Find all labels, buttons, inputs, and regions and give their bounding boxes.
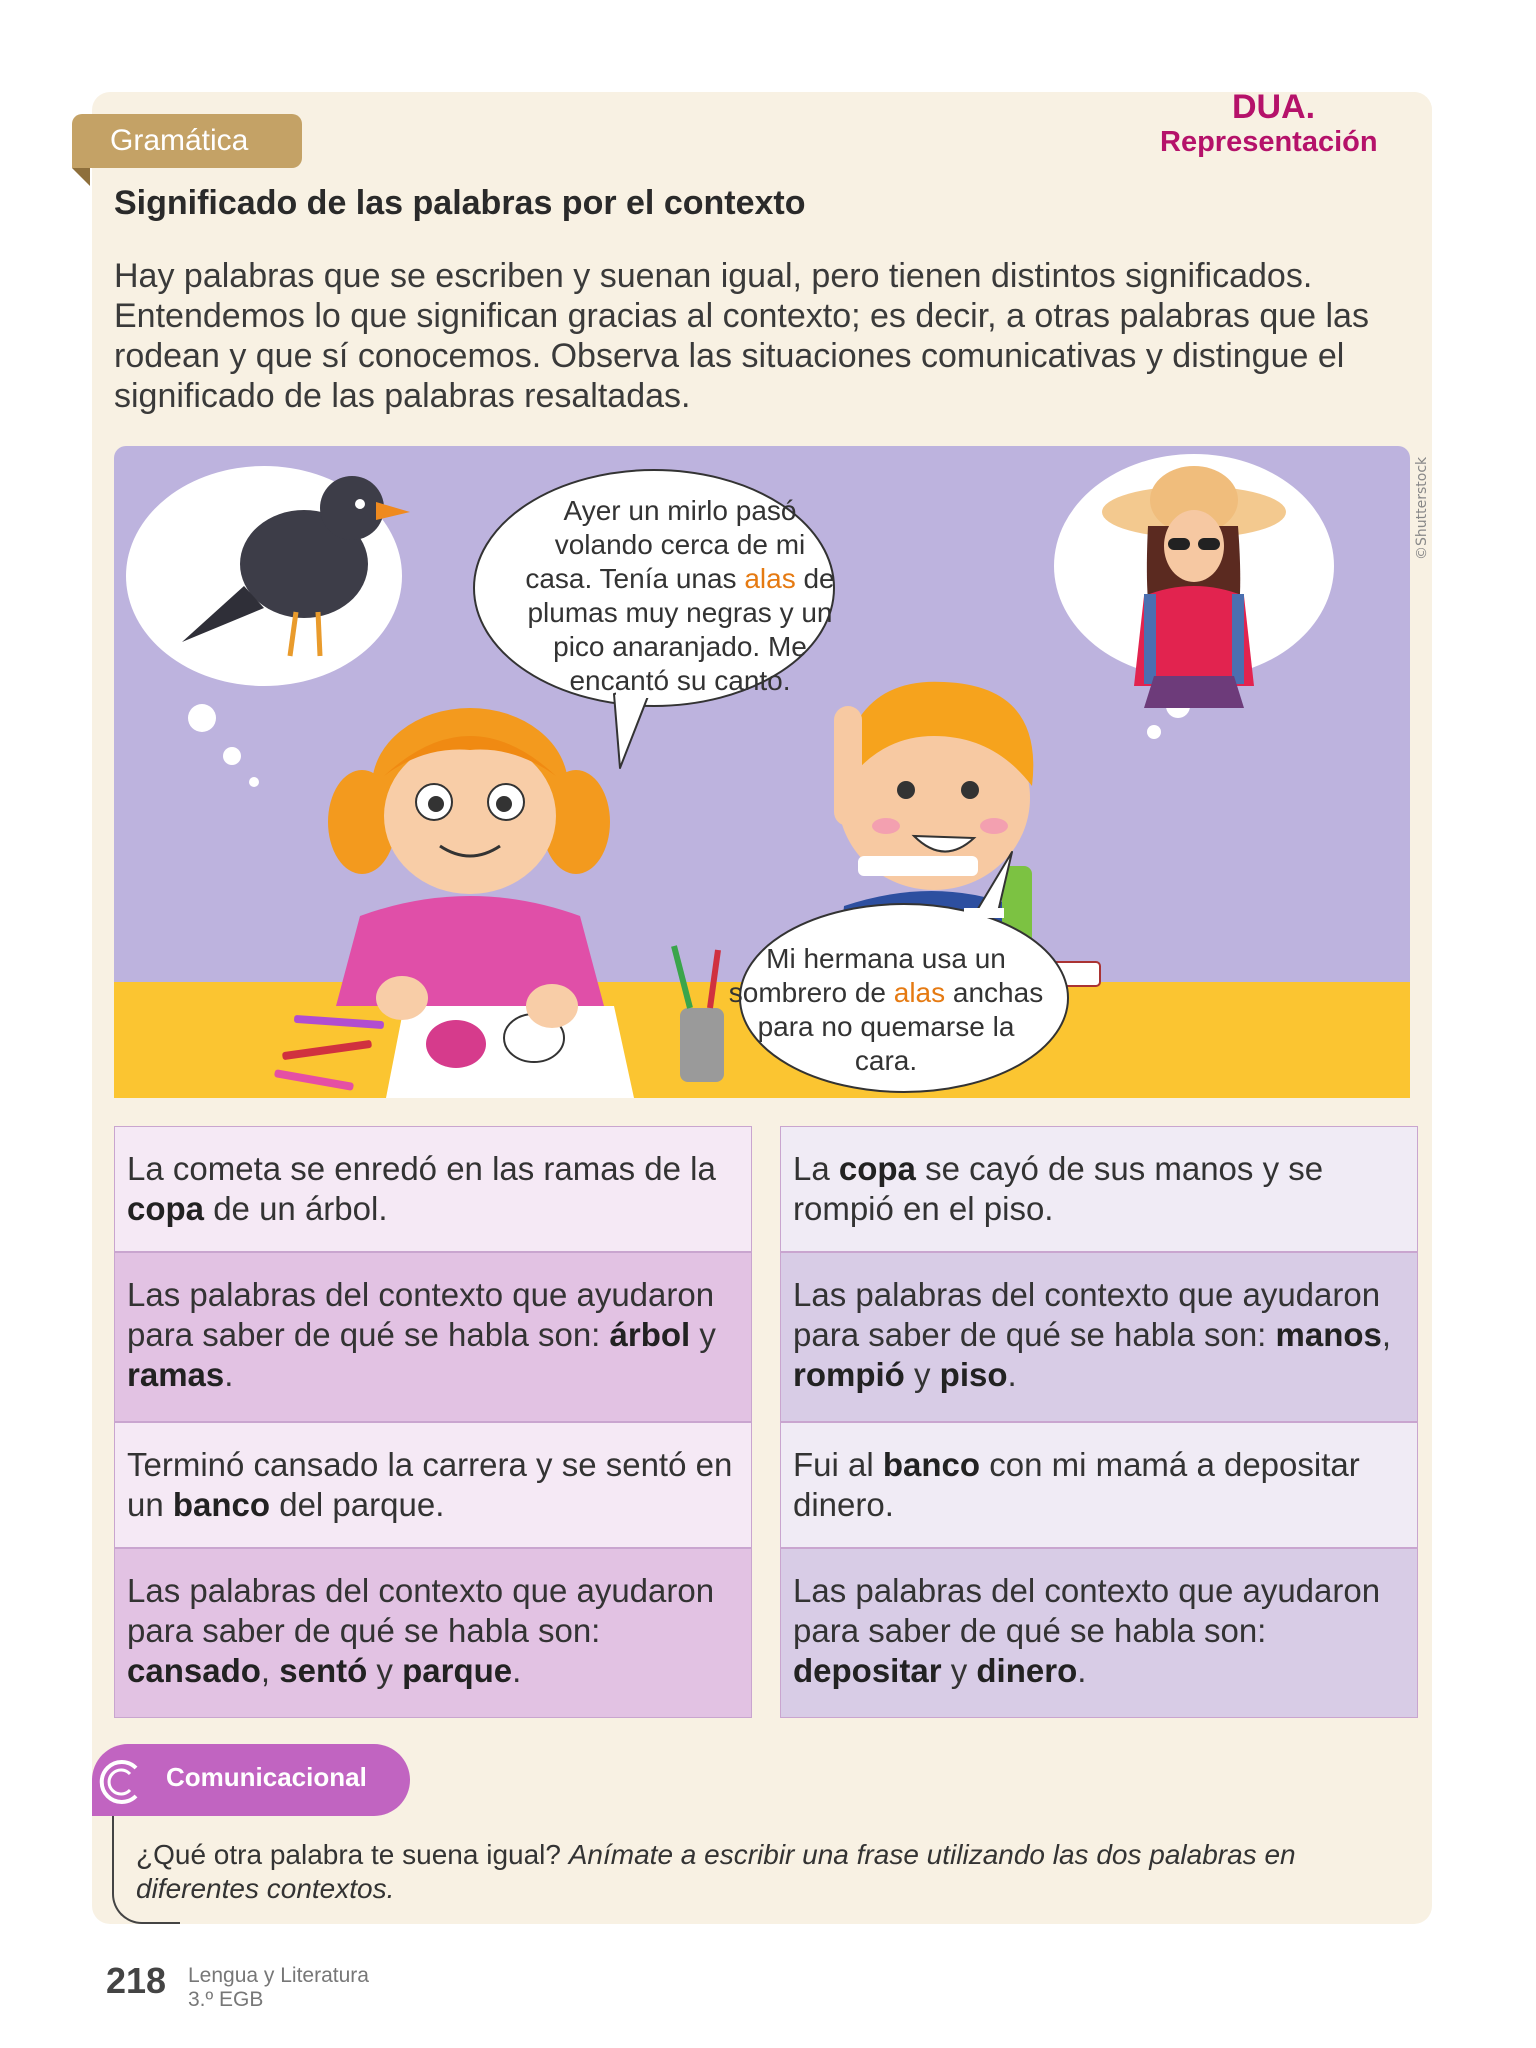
context-cell: Las palabras del contexto que ayudaron para saber de qué se habla son: cansado, sentó y parque. [114,1548,752,1718]
grade-label: 3.º EGB [188,1988,264,2011]
book-info [188,1964,369,2012]
context-cell: Las palabras del contexto que ayudaron para saber de qué se habla son: árbol y ramas. [114,1252,752,1422]
sentence-cell: La cometa se enredó en las ramas de la copa de un árbol. [114,1126,752,1252]
dua-tab-slope [1060,92,1120,152]
image-credit: ©Shutterstock [1414,456,1430,560]
communicational-text: ¿Qué otra palabra te suena igual? Anímate a escribir una frase utilizando las dos palabras en diferentes contextos. [136,1839,1296,1904]
section-tab-fold [72,168,90,186]
speech-bubble-left-text: Ayer un mirlo pasó volando cerca de mi casa. Tenía unas alas de plumas muy negras y un pico anaranjado. Me encantó su canto. [525,495,835,696]
sentence-cell: Terminó cansado la carrera y se sentó en un banco del parque. [114,1422,752,1548]
intro-paragraph: Hay palabras que se escriben y suenan igual, pero tienen distintos significados. Entendemos lo que significan gracias al contexto; es decir, a otras palabras que las rodean y que sí conocemos. Observa las situaciones comunicativas y distingue el significado de las palabras resaltadas. [114,257,1369,415]
context-cell: Las palabras del contexto que ayudaron para saber de qué se habla son: depositar y dinero. [780,1548,1418,1718]
highlight-word: alas [893,977,946,1008]
sentence-cell: Fui al banco con mi mamá a depositar dinero. [780,1422,1418,1548]
context-cell: Las palabras del contexto que ayudaron para saber de qué se habla son: manos, rompió y piso. [780,1252,1418,1422]
subject-label: Lengua y Literatura [188,1964,369,1987]
speech-bubble-right-text: Mi hermana usa un sombrero de alas anchas para no quemarse la cara. [728,943,1044,1076]
dua-title: DUA. [1232,88,1316,126]
section-tab: Gramática [72,114,302,168]
page-title: Significado de las palabras por el contexto [114,184,806,222]
sentence-cell: La copa se cayó de sus manos y se rompió en el piso. [780,1126,1418,1252]
communicational-icon [92,1756,144,1808]
page-number: 218 [106,1960,167,2001]
left-column [114,1126,752,1718]
dua-subtitle: Representación [1160,126,1378,158]
right-column [780,1126,1418,1718]
communicational-label: Comunicacional [166,1762,367,1792]
highlight-word: alas [744,563,796,594]
